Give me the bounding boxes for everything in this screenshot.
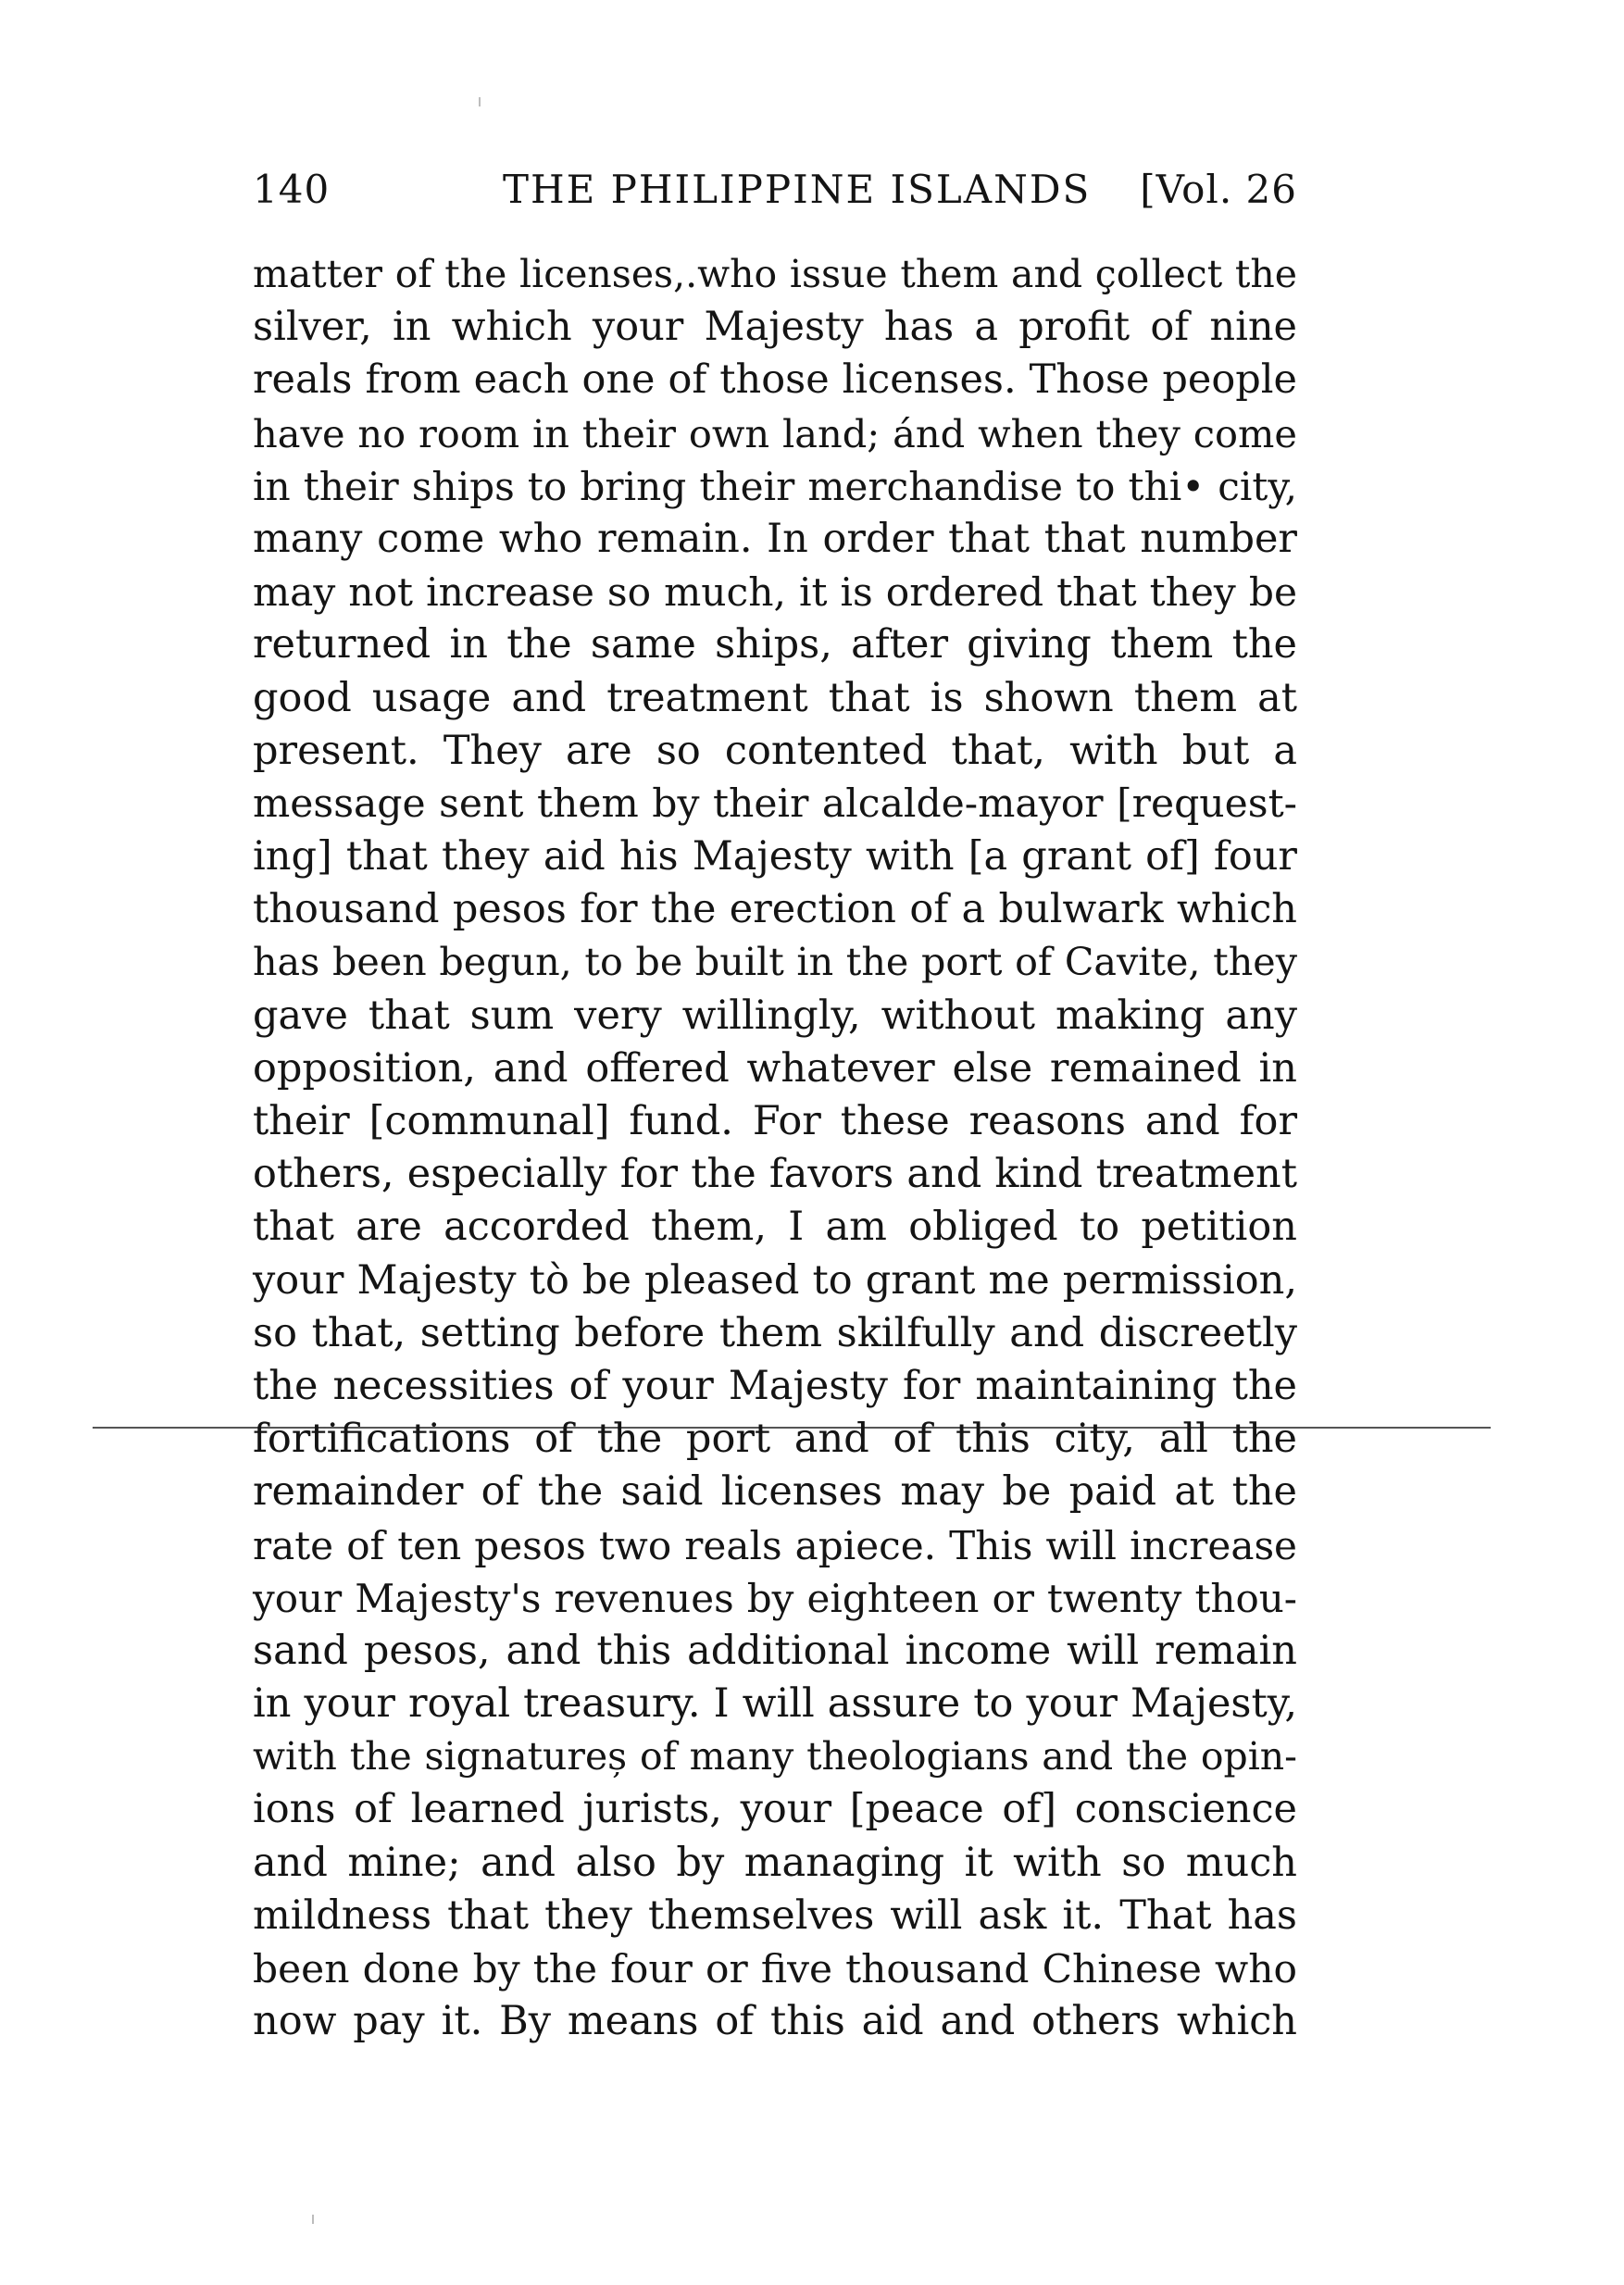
text-line: matter of the licenses,.who issue them and çollect the [253, 252, 1297, 296]
text-line: in their ships to bring their merchandise to thi• city, [253, 463, 1297, 509]
text-line: many come who remain. In order that that number [253, 515, 1297, 562]
scan-speck-bottom [312, 2215, 314, 2224]
text-line: opposition, and offered whatever else remained in [253, 1044, 1297, 1092]
text-line: may not increase so much, it is ordered that they be [253, 569, 1297, 616]
text-line: fortifications of the port and of this city, all the [253, 1416, 1297, 1463]
running-title: THE PHILIPPINE ISLANDS [503, 167, 1092, 212]
text-line: your Majesty's revenues by eighteen or twenty thou- [253, 1575, 1297, 1621]
text-line: has been begun, to be built in the port of Cavite, they [253, 940, 1297, 985]
text-line: and mine; and also by managing it with so much [253, 1839, 1297, 1886]
text-line: good usage and treatment that is shown them at [253, 674, 1297, 721]
text-line: the necessities of your Majesty for maintaining the [253, 1362, 1297, 1409]
text-line: message sent them by their alcalde-mayor [request- [253, 780, 1297, 827]
text-line: have no room in their own land; ánd when they come [253, 410, 1297, 456]
text-line: rate of ten pesos two reals apiece. This will increase [253, 1522, 1297, 1568]
text-line: remainder of the said licenses may be paid at the [253, 1468, 1297, 1516]
text-line: reals from each one of those licenses. Those people [253, 356, 1297, 404]
text-line: with the signatureș of many theologians and the opin- [253, 1734, 1297, 1779]
text-line: ions of learned jurists, your [peace of] conscience [253, 1786, 1297, 1833]
text-line: gave that sum very willingly, without making any [253, 992, 1297, 1039]
text-line: mildness that they themselves will ask it. That has [253, 1892, 1297, 1939]
text-line: thousand pesos for the erection of a bulwark which [253, 886, 1297, 933]
text-line: their [communal] fund. For these reasons and for [253, 1098, 1297, 1144]
text-line: present. They are so contented that, with but a [253, 727, 1297, 774]
body-text [253, 248, 1297, 2048]
page-number: 140 [253, 167, 331, 212]
text-line: in your royal treasury. I will assure to your Majesty, [253, 1680, 1297, 1728]
text-line: ing] that they aid his Majesty with [a grant of] four [253, 833, 1297, 880]
running-header [253, 167, 1297, 222]
text-line: so that, setting before them skilfully and discreetly [253, 1309, 1297, 1356]
text-line: your Majesty tò be pleased to grant me permission, [253, 1256, 1297, 1304]
text-line: sand pesos, and this additional income will remain [253, 1627, 1297, 1674]
volume-label: [Vol. 26 [1140, 167, 1297, 212]
scan-speck-top [479, 97, 481, 106]
text-line: that are accorded them, I am obliged to petition [253, 1204, 1297, 1251]
text-line: now pay it. By means of this aid and others which [253, 1998, 1297, 2045]
text-line: been done by the four or five thousand Chinese who [253, 1946, 1297, 1992]
text-line: returned in the same ships, after giving them the [253, 621, 1297, 668]
text-line: silver, in which your Majesty has a profit of nine [253, 304, 1297, 351]
text-line: others, especially for the favors and kind treatment [253, 1151, 1297, 1198]
